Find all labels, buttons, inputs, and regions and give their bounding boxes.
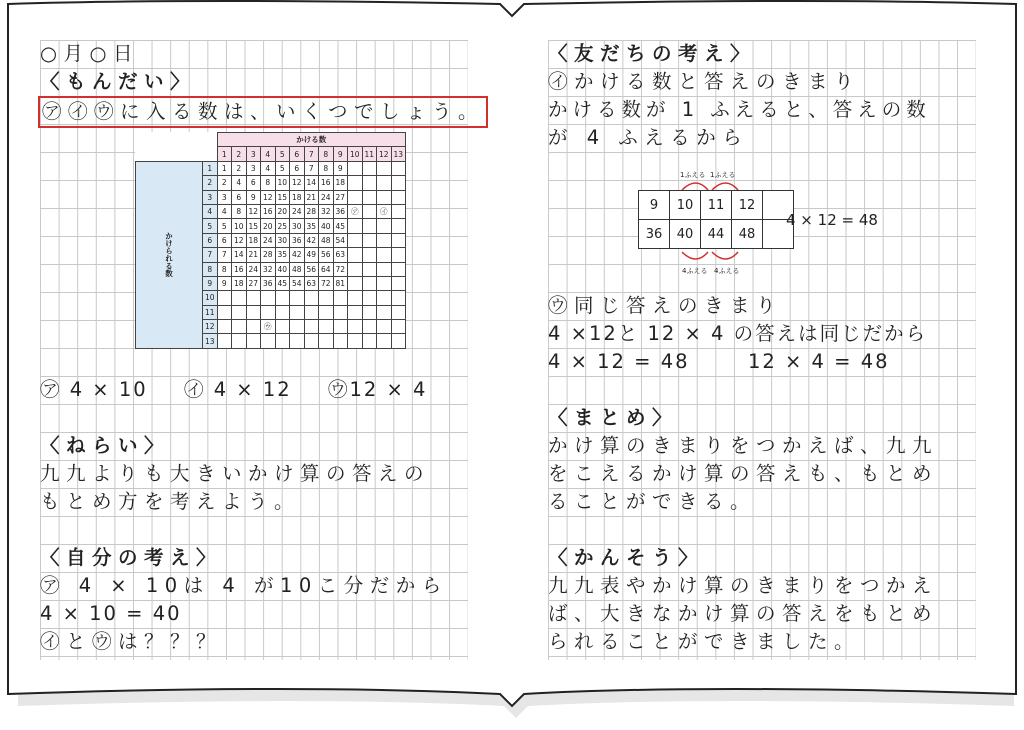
table-cell xyxy=(261,291,276,305)
table-cell: 27 xyxy=(246,276,261,290)
aim-heading: 〈ねらい〉 xyxy=(40,434,171,457)
summary-line-3: ることができる。 xyxy=(548,490,757,513)
friend-line-2: かける数が 1 ふえると、答えの数 xyxy=(548,98,931,121)
table-cell: 10 xyxy=(275,176,290,190)
table-cell xyxy=(377,276,392,290)
table-cell: 24 xyxy=(261,233,276,247)
table-cell: 20 xyxy=(275,204,290,218)
table-cell xyxy=(246,291,261,305)
table-cell: 16 xyxy=(261,204,276,218)
table-cell: 6 xyxy=(232,190,247,204)
table-cell xyxy=(333,334,348,348)
table-title: かける数 xyxy=(217,133,406,147)
table-cell xyxy=(232,305,247,319)
table-cell: 2 xyxy=(232,161,247,175)
table-cell xyxy=(391,305,406,319)
table-cell xyxy=(391,320,406,334)
problem-heading: 〈もんだい〉 xyxy=(40,70,197,93)
side-label: かけられる数 xyxy=(136,161,203,348)
table-cell: 15 xyxy=(246,219,261,233)
table-cell xyxy=(217,291,232,305)
table-cell: 18 xyxy=(232,276,247,290)
table-cell xyxy=(391,262,406,276)
table-cell xyxy=(362,262,377,276)
table-cell: 14 xyxy=(304,176,319,190)
row-header: 7 xyxy=(203,248,218,262)
table-cell: 6 xyxy=(246,176,261,190)
table-cell: 27 xyxy=(333,190,348,204)
table-cell xyxy=(348,334,363,348)
pattern-cell: 11 xyxy=(701,191,732,220)
table-cell: 72 xyxy=(319,276,334,290)
multiplication-table xyxy=(135,132,406,349)
table-cell xyxy=(246,320,261,334)
table-cell xyxy=(333,291,348,305)
table-cell xyxy=(362,190,377,204)
row-header: 10 xyxy=(203,291,218,305)
table-cell: ㋒ xyxy=(261,320,276,334)
table-cell xyxy=(391,291,406,305)
table-cell xyxy=(362,248,377,262)
table-cell: 7 xyxy=(217,248,232,262)
table-cell: 16 xyxy=(232,262,247,276)
up-label-1: 1ふえる xyxy=(680,171,706,179)
own-line-1: ㋐ 4 × 10は 4 が10こ分だから xyxy=(40,574,448,597)
table-cell xyxy=(275,334,290,348)
table-cell xyxy=(304,334,319,348)
down-label-2: 4ふえる xyxy=(714,267,740,275)
down-label-1: 4ふえる xyxy=(682,267,708,275)
table-cell: 56 xyxy=(304,262,319,276)
column-header: 12 xyxy=(377,147,392,161)
table-cell: 15 xyxy=(275,190,290,204)
table-cell: 8 xyxy=(232,204,247,218)
table-cell xyxy=(348,320,363,334)
summary-line-2: をこえるかけ算の答えも、もとめ xyxy=(548,462,939,485)
table-cell: 35 xyxy=(304,219,319,233)
table-cell xyxy=(362,291,377,305)
rule-line-3a: 4 × 12 = 48 xyxy=(548,350,690,373)
corner-cell xyxy=(136,133,218,162)
table-cell: 49 xyxy=(304,248,319,262)
table-cell xyxy=(232,320,247,334)
column-header: 9 xyxy=(333,147,348,161)
table-cell: 4 xyxy=(232,176,247,190)
table-cell: 54 xyxy=(290,276,305,290)
row-header: 4 xyxy=(203,204,218,218)
impression-line-1: 九九表やかけ算のきまりをつかえ xyxy=(548,574,939,597)
table-cell xyxy=(319,291,334,305)
table-cell: 9 xyxy=(333,161,348,175)
table-cell: 36 xyxy=(333,204,348,218)
pattern-table xyxy=(638,190,794,249)
table-cell: 72 xyxy=(333,262,348,276)
row-header: 5 xyxy=(203,219,218,233)
table-cell: 16 xyxy=(319,176,334,190)
table-cell xyxy=(391,161,406,175)
table-cell: 9 xyxy=(217,276,232,290)
row-header: 2 xyxy=(203,176,218,190)
table-cell xyxy=(290,291,305,305)
table-cell: ㋐ xyxy=(348,204,363,218)
table-cell xyxy=(348,262,363,276)
table-cell xyxy=(362,161,377,175)
table-cell xyxy=(348,190,363,204)
table-cell: 8 xyxy=(261,176,276,190)
table-cell xyxy=(377,190,392,204)
table-cell xyxy=(246,334,261,348)
table-cell: 10 xyxy=(232,219,247,233)
table-cell: 8 xyxy=(319,161,334,175)
table-cell: 6 xyxy=(290,161,305,175)
table-cell: 4 xyxy=(217,204,232,218)
table-cell xyxy=(377,262,392,276)
right-page xyxy=(548,40,976,660)
table-cell xyxy=(290,305,305,319)
table-cell: 18 xyxy=(290,190,305,204)
table-cell: 4 xyxy=(261,161,276,175)
own-heading: 〈自分の考え〉 xyxy=(40,546,223,569)
table-cell xyxy=(362,176,377,190)
table-cell xyxy=(377,233,392,247)
table-cell: 21 xyxy=(304,190,319,204)
table-cell xyxy=(261,305,276,319)
table-cell xyxy=(217,334,232,348)
table-cell xyxy=(377,161,392,175)
aim-line-1: 九九よりも大きいかけ算の答えの xyxy=(40,462,431,485)
multiplication-grid xyxy=(135,132,406,349)
table-cell xyxy=(333,320,348,334)
table-cell xyxy=(377,320,392,334)
table-cell xyxy=(217,305,232,319)
summary-heading: 〈まとめ〉 xyxy=(548,406,679,429)
table-cell xyxy=(377,219,392,233)
table-cell xyxy=(333,305,348,319)
table-cell: 64 xyxy=(319,262,334,276)
table-cell xyxy=(362,219,377,233)
column-header: 3 xyxy=(246,147,261,161)
answer-b: ㋑ 4 × 12 xyxy=(184,378,292,401)
table-cell: 6 xyxy=(217,233,232,247)
rule-line-2: 4 ×12と 12 × 4 の答えは同じだから xyxy=(548,322,928,345)
friend-heading: 〈友だちの考え〉 xyxy=(548,42,757,65)
table-cell: 3 xyxy=(217,190,232,204)
table-cell: 12 xyxy=(246,204,261,218)
table-cell xyxy=(319,334,334,348)
table-cell xyxy=(362,334,377,348)
table-cell: 36 xyxy=(261,276,276,290)
table-cell xyxy=(348,161,363,175)
row-header: 8 xyxy=(203,262,218,276)
table-cell xyxy=(232,334,247,348)
table-cell xyxy=(377,176,392,190)
table-cell: 1 xyxy=(217,161,232,175)
table-cell: 36 xyxy=(290,233,305,247)
row-header: 9 xyxy=(203,276,218,290)
table-cell xyxy=(391,190,406,204)
table-cell xyxy=(348,276,363,290)
impression-heading: 〈かんそう〉 xyxy=(548,546,705,569)
table-cell xyxy=(275,320,290,334)
table-cell: 45 xyxy=(275,276,290,290)
date: ○月○日 xyxy=(40,42,140,65)
table-cell: 18 xyxy=(333,176,348,190)
table-cell: 30 xyxy=(275,233,290,247)
problem-text: ㋐㋑㋒に入る数は、いくつでしょう。 xyxy=(38,96,488,128)
table-cell xyxy=(391,233,406,247)
column-header: 8 xyxy=(319,147,334,161)
table-cell xyxy=(362,276,377,290)
table-cell xyxy=(290,334,305,348)
table-cell: 32 xyxy=(261,262,276,276)
table-cell xyxy=(275,291,290,305)
table-cell: 5 xyxy=(217,219,232,233)
table-cell: 14 xyxy=(232,248,247,262)
answer-c: ㋒12 × 4 xyxy=(328,378,428,401)
table-cell: 40 xyxy=(275,262,290,276)
pattern-cell: 36 xyxy=(639,220,670,249)
table-cell: 48 xyxy=(290,262,305,276)
table-cell xyxy=(304,291,319,305)
table-cell: ㋑ xyxy=(377,204,392,218)
table-cell xyxy=(377,291,392,305)
table-cell: 24 xyxy=(290,204,305,218)
table-cell: 30 xyxy=(290,219,305,233)
table-cell: 63 xyxy=(333,248,348,262)
pattern-diagram xyxy=(638,168,898,278)
column-header: 10 xyxy=(348,147,363,161)
table-cell xyxy=(348,233,363,247)
row-header: 3 xyxy=(203,190,218,204)
row-header: 11 xyxy=(203,305,218,319)
row-header: 1 xyxy=(203,161,218,175)
table-cell: 48 xyxy=(319,233,334,247)
table-cell xyxy=(290,320,305,334)
impression-line-2: ば、大きなかけ算の答えをもとめ xyxy=(548,602,939,625)
friend-line-3: が 4 ふえるから xyxy=(548,126,749,149)
table-cell xyxy=(391,334,406,348)
table-cell xyxy=(232,291,247,305)
pattern-cell: 40 xyxy=(670,220,701,249)
answer-a: ㋐ 4 × 10 xyxy=(40,378,148,401)
table-cell xyxy=(261,334,276,348)
table-cell xyxy=(348,291,363,305)
table-cell xyxy=(362,305,377,319)
up-label-2: 1ふえる xyxy=(710,171,736,179)
table-cell: 5 xyxy=(275,161,290,175)
rule-line-1: ㋒同じ答えのきまり xyxy=(548,294,783,317)
table-cell xyxy=(362,320,377,334)
table-cell: 2 xyxy=(217,176,232,190)
table-cell: 12 xyxy=(290,176,305,190)
table-cell xyxy=(275,305,290,319)
table-cell: 12 xyxy=(232,233,247,247)
diagram-equation: 4 × 12 = 48 xyxy=(786,211,878,229)
table-cell: 20 xyxy=(261,219,276,233)
table-cell xyxy=(391,176,406,190)
table-cell xyxy=(391,204,406,218)
table-cell: 54 xyxy=(333,233,348,247)
left-page xyxy=(40,40,485,660)
table-cell xyxy=(391,248,406,262)
column-header: 1 xyxy=(217,147,232,161)
table-cell xyxy=(391,219,406,233)
row-header: 13 xyxy=(203,334,218,348)
table-cell: 8 xyxy=(217,262,232,276)
table-cell: 42 xyxy=(290,248,305,262)
column-header: 6 xyxy=(290,147,305,161)
pattern-cell: 48 xyxy=(732,220,763,249)
row-header: 12 xyxy=(203,320,218,334)
own-line-3: ㋑と㋒は？？？ xyxy=(40,630,223,653)
own-line-2: 4 × 10 = 40 xyxy=(40,602,182,625)
table-cell xyxy=(319,305,334,319)
table-cell xyxy=(362,204,377,218)
table-cell xyxy=(319,320,334,334)
aim-line-2: もとめ方を考えよう。 xyxy=(40,490,301,513)
table-cell xyxy=(348,248,363,262)
table-cell xyxy=(348,219,363,233)
table-cell: 81 xyxy=(333,276,348,290)
table-cell: 12 xyxy=(261,190,276,204)
table-cell: 18 xyxy=(246,233,261,247)
table-cell: 40 xyxy=(319,219,334,233)
table-cell: 32 xyxy=(319,204,334,218)
table-cell: 24 xyxy=(246,262,261,276)
summary-line-1: かけ算のきまりをつかえば、九九 xyxy=(548,434,939,457)
table-cell: 3 xyxy=(246,161,261,175)
table-cell: 28 xyxy=(261,248,276,262)
impression-line-3: られることができました。 xyxy=(548,630,861,653)
pattern-cell: 9 xyxy=(639,191,670,220)
table-cell: 21 xyxy=(246,248,261,262)
table-cell xyxy=(362,233,377,247)
table-cell xyxy=(304,320,319,334)
table-cell: 63 xyxy=(304,276,319,290)
column-header: 5 xyxy=(275,147,290,161)
table-cell: 24 xyxy=(319,190,334,204)
row-header: 6 xyxy=(203,233,218,247)
table-cell: 35 xyxy=(275,248,290,262)
table-cell xyxy=(217,320,232,334)
rule-line-3b: 12 × 4 = 48 xyxy=(748,350,890,373)
table-cell xyxy=(348,176,363,190)
table-cell: 42 xyxy=(304,233,319,247)
table-cell: 7 xyxy=(304,161,319,175)
table-cell xyxy=(377,305,392,319)
table-cell xyxy=(246,305,261,319)
table-row xyxy=(136,161,406,175)
table-cell xyxy=(377,248,392,262)
table-cell xyxy=(348,305,363,319)
column-header: 13 xyxy=(391,147,406,161)
table-cell xyxy=(391,276,406,290)
column-header: 4 xyxy=(261,147,276,161)
friend-line-1: ㋑かける数と答えのきまり xyxy=(548,70,861,93)
column-header: 7 xyxy=(304,147,319,161)
pattern-cell: 44 xyxy=(701,220,732,249)
column-header: 2 xyxy=(232,147,247,161)
column-header: 11 xyxy=(362,147,377,161)
table-cell: 9 xyxy=(246,190,261,204)
table-cell: 25 xyxy=(275,219,290,233)
pattern-cell: 10 xyxy=(670,191,701,220)
table-cell: 56 xyxy=(319,248,334,262)
table-cell xyxy=(377,334,392,348)
table-cell: 28 xyxy=(304,204,319,218)
pattern-cell: 12 xyxy=(732,191,763,220)
table-cell xyxy=(304,305,319,319)
table-cell: 45 xyxy=(333,219,348,233)
